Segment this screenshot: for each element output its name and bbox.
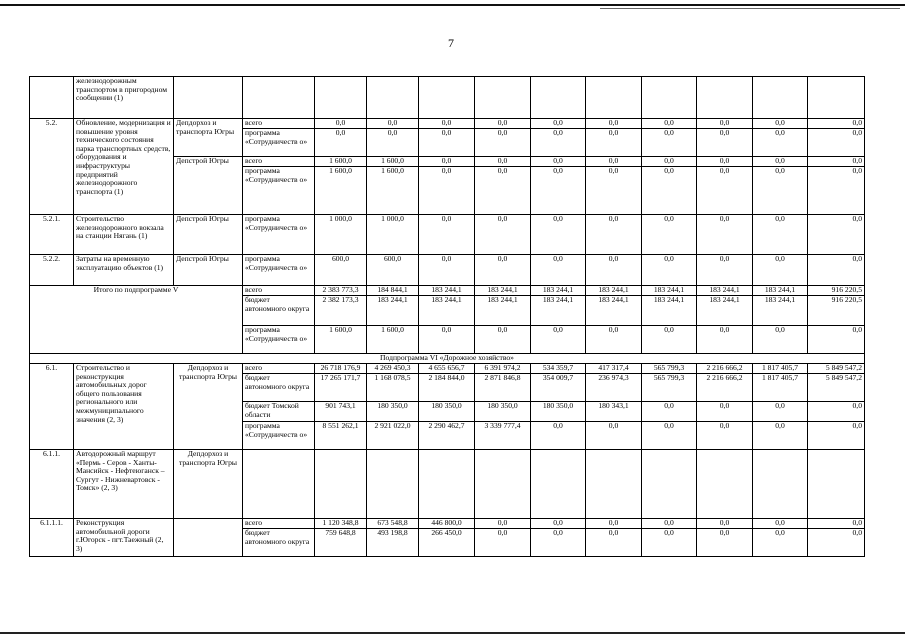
scan-bottom-border [0, 632, 905, 634]
value-cell: 2 871 846,8 [475, 374, 531, 402]
value-cell: 0,0 [475, 119, 531, 129]
table-row [30, 119, 865, 129]
value-cell: 2 382 173,3 [315, 296, 367, 326]
table-row [30, 77, 865, 119]
value-cell: 2 921 022,0 [367, 422, 419, 450]
value-cell: 0,0 [697, 157, 753, 167]
value-cell: 3 339 777,4 [475, 422, 531, 450]
value-cell: 0,0 [475, 255, 531, 286]
value-cell: 0,0 [419, 255, 475, 286]
measure-name: Обновление, модернизация и повышение уровня технического состояния парка транспортных средств, оборудования и инфраструктуры предприятий железнодорожного транспорта (1) [74, 119, 174, 215]
value-cell: 4 269 450,3 [367, 364, 419, 374]
value-cell: 0,0 [642, 422, 697, 450]
value-cell: 901 743,1 [315, 402, 367, 422]
executor: Депдорхоз и транспорта Югры [174, 119, 243, 157]
source: бюджет автономного округа [243, 529, 315, 557]
row-number: 5.2. [30, 119, 74, 215]
value-cell: 0,0 [531, 119, 586, 129]
value-cell: 17 265 171,7 [315, 374, 367, 402]
value-cell: 1 600,0 [315, 157, 367, 167]
empty-cell [475, 450, 531, 519]
executor [174, 519, 243, 557]
value-cell: 0,0 [475, 519, 531, 529]
value-cell: 916 220,5 [808, 286, 865, 296]
value-cell: 0,0 [419, 119, 475, 129]
value-cell: 183 244,1 [367, 296, 419, 326]
source: бюджет автономного округа [243, 296, 315, 326]
value-cell: 0,0 [697, 519, 753, 529]
value-cell: 183 244,1 [475, 296, 531, 326]
value-cell: 759 648,8 [315, 529, 367, 557]
value-cell: 236 974,3 [586, 374, 642, 402]
value-cell: 184 844,1 [367, 286, 419, 296]
program-table [29, 76, 865, 557]
executor: Депдорхоз и транспорта Югры [174, 450, 243, 519]
row-number: 6.1.1.1. [30, 519, 74, 557]
value-cell: 183 244,1 [419, 286, 475, 296]
measure-name: Автодорожный маршрут «Пермь - Серов - Ханты-Мансийск - Нефтеюганск – Сургут - Нижневартовск - Томск» (2, 3) [74, 450, 174, 519]
value-cell: 2 383 773,3 [315, 286, 367, 296]
value-cell: 0,0 [642, 215, 697, 255]
source: бюджет Томской области [243, 402, 315, 422]
value-cell: 0,0 [808, 215, 865, 255]
measure-name: Строительство железнодорожного вокзала на станции Нягань (1) [74, 215, 174, 255]
table-row [30, 450, 865, 519]
value-cell: 0,0 [808, 402, 865, 422]
value-cell: 600,0 [367, 255, 419, 286]
value-cell: 180 350,0 [419, 402, 475, 422]
value-cell: 0,0 [586, 119, 642, 129]
value-cell: 0,0 [475, 215, 531, 255]
row-number [30, 77, 74, 119]
source: всего [243, 364, 315, 374]
value-cell: 0,0 [697, 422, 753, 450]
table-row [30, 255, 865, 286]
row-number: 6.1.1. [30, 450, 74, 519]
value-cell: 0,0 [697, 402, 753, 422]
subprogram-title: Подпрограмма VI «Дорожное хозяйство» [30, 354, 865, 364]
value-cell: 1 000,0 [367, 215, 419, 255]
value-cell: 0,0 [586, 157, 642, 167]
value-cell: 354 009,7 [531, 374, 586, 402]
table-row [30, 519, 865, 529]
source: всего [243, 286, 315, 296]
value-cell: 180 350,0 [475, 402, 531, 422]
row-number: 6.1. [30, 364, 74, 450]
value-cell: 446 800,0 [419, 519, 475, 529]
empty-cell [642, 450, 697, 519]
value-cell: 183 244,1 [642, 286, 697, 296]
value-cell: 183 244,1 [753, 286, 808, 296]
value-cell: 183 244,1 [697, 296, 753, 326]
value-cell: 5 849 547,2 [808, 364, 865, 374]
value-cell: 0,0 [753, 129, 808, 157]
value-cell: 0,0 [753, 255, 808, 286]
scan-top-border-thin [600, 8, 900, 9]
empty-cell [531, 450, 586, 519]
empty-cell [367, 77, 419, 119]
page-number: 7 [448, 36, 454, 50]
value-cell: 0,0 [531, 129, 586, 157]
value-cell: 0,0 [315, 129, 367, 157]
source: программа «Сотрудничеств о» [243, 422, 315, 450]
source: программа «Сотрудничеств о» [243, 167, 315, 215]
value-cell: 4 655 656,7 [419, 364, 475, 374]
value-cell: 180 350,0 [531, 402, 586, 422]
value-cell: 183 244,1 [475, 286, 531, 296]
value-cell: 0,0 [586, 215, 642, 255]
empty-cell [367, 450, 419, 519]
value-cell: 0,0 [753, 167, 808, 215]
value-cell: 493 198,8 [367, 529, 419, 557]
value-cell: 0,0 [475, 157, 531, 167]
value-cell: 183 244,1 [586, 286, 642, 296]
value-cell: 0,0 [642, 402, 697, 422]
value-cell: 1 600,0 [367, 167, 419, 215]
table-row [30, 364, 865, 374]
value-cell: 0,0 [419, 157, 475, 167]
value-cell: 183 244,1 [753, 296, 808, 326]
source: всего [243, 519, 315, 529]
value-cell: 0,0 [697, 129, 753, 157]
executor [174, 77, 243, 119]
measure-name: Затраты на временную эксплуатацию объектов (1) [74, 255, 174, 286]
value-cell: 2 184 844,0 [419, 374, 475, 402]
value-cell: 1 600,0 [315, 167, 367, 215]
value-cell: 0,0 [419, 215, 475, 255]
value-cell: 0,0 [531, 167, 586, 215]
value-cell: 2 290 462,7 [419, 422, 475, 450]
value-cell: 183 244,1 [531, 286, 586, 296]
value-cell: 0,0 [697, 326, 753, 354]
value-cell: 565 799,3 [642, 364, 697, 374]
value-cell: 534 359,7 [531, 364, 586, 374]
value-cell: 0,0 [753, 529, 808, 557]
value-cell: 0,0 [642, 326, 697, 354]
empty-cell [531, 77, 586, 119]
value-cell: 0,0 [808, 119, 865, 129]
source: всего [243, 157, 315, 167]
empty-cell [753, 450, 808, 519]
value-cell: 1 000,0 [315, 215, 367, 255]
value-cell: 0,0 [367, 129, 419, 157]
value-cell: 417 317,4 [586, 364, 642, 374]
value-cell: 673 548,8 [367, 519, 419, 529]
value-cell: 0,0 [642, 167, 697, 215]
row-number: 5.2.1. [30, 215, 74, 255]
value-cell: 0,0 [419, 129, 475, 157]
executor: Депстрой Югры [174, 157, 243, 215]
executor: Депстрой Югры [174, 215, 243, 255]
value-cell: 0,0 [753, 119, 808, 129]
value-cell: 26 718 176,9 [315, 364, 367, 374]
value-cell: 266 450,0 [419, 529, 475, 557]
source [243, 77, 315, 119]
value-cell: 0,0 [531, 326, 586, 354]
value-cell: 1 600,0 [315, 326, 367, 354]
source: программа «Сотрудничеств о» [243, 326, 315, 354]
empty-cell [808, 77, 865, 119]
value-cell: 0,0 [697, 215, 753, 255]
value-cell: 0,0 [642, 255, 697, 286]
value-cell: 1 120 348,8 [315, 519, 367, 529]
value-cell: 0,0 [808, 422, 865, 450]
value-cell: 2 216 666,2 [697, 364, 753, 374]
value-cell: 0,0 [475, 529, 531, 557]
value-cell: 0,0 [531, 519, 586, 529]
empty-cell [642, 77, 697, 119]
value-cell: 183 244,1 [697, 286, 753, 296]
value-cell: 1 817 405,7 [753, 374, 808, 402]
value-cell: 0,0 [808, 255, 865, 286]
value-cell: 0,0 [315, 119, 367, 129]
value-cell: 0,0 [753, 519, 808, 529]
value-cell: 183 244,1 [419, 296, 475, 326]
value-cell: 0,0 [531, 529, 586, 557]
value-cell: 180 343,1 [586, 402, 642, 422]
empty-cell [419, 450, 475, 519]
executor: Депдорхоз и транспорта Югры [174, 364, 243, 450]
value-cell: 0,0 [642, 529, 697, 557]
value-cell: 1 600,0 [367, 326, 419, 354]
source: программа «Сотрудничеств о» [243, 255, 315, 286]
source: всего [243, 119, 315, 129]
value-cell: 0,0 [808, 529, 865, 557]
value-cell: 0,0 [475, 167, 531, 215]
empty-cell [419, 77, 475, 119]
value-cell: 0,0 [808, 519, 865, 529]
value-cell: 0,0 [419, 167, 475, 215]
value-cell: 0,0 [586, 326, 642, 354]
value-cell: 0,0 [475, 326, 531, 354]
empty-cell [315, 450, 367, 519]
value-cell: 180 350,0 [367, 402, 419, 422]
value-cell: 1 600,0 [367, 157, 419, 167]
value-cell: 6 391 974,2 [475, 364, 531, 374]
value-cell: 0,0 [808, 157, 865, 167]
table-row [30, 354, 865, 364]
value-cell: 0,0 [642, 519, 697, 529]
table-row [30, 215, 865, 255]
total-label: Итого по подпрограмме V [30, 286, 243, 354]
value-cell: 5 849 547,2 [808, 374, 865, 402]
measure-name: Реконструкция автомобильной дороги г.Югорск - пгт.Таежный (2, 3) [74, 519, 174, 557]
row-number: 5.2.2. [30, 255, 74, 286]
measure-name: железнодорожным транспортом в пригородном сообщении (1) [74, 77, 174, 119]
empty-cell [315, 77, 367, 119]
value-cell: 0,0 [697, 119, 753, 129]
value-cell: 0,0 [586, 519, 642, 529]
value-cell: 0,0 [531, 157, 586, 167]
value-cell: 0,0 [531, 255, 586, 286]
value-cell: 0,0 [808, 326, 865, 354]
value-cell: 183 244,1 [642, 296, 697, 326]
empty-cell [697, 77, 753, 119]
value-cell: 0,0 [586, 422, 642, 450]
value-cell: 0,0 [586, 129, 642, 157]
value-cell: 0,0 [642, 119, 697, 129]
value-cell: 0,0 [642, 129, 697, 157]
value-cell: 0,0 [586, 529, 642, 557]
value-cell: 183 244,1 [531, 296, 586, 326]
value-cell: 0,0 [642, 157, 697, 167]
value-cell: 0,0 [808, 129, 865, 157]
empty-cell [586, 77, 642, 119]
value-cell: 0,0 [697, 529, 753, 557]
empty-cell [586, 450, 642, 519]
value-cell: 1 168 078,5 [367, 374, 419, 402]
value-cell: 0,0 [586, 167, 642, 215]
value-cell: 183 244,1 [586, 296, 642, 326]
source [243, 450, 315, 519]
value-cell: 0,0 [753, 326, 808, 354]
empty-cell [753, 77, 808, 119]
value-cell: 0,0 [419, 326, 475, 354]
value-cell: 600,0 [315, 255, 367, 286]
value-cell: 565 799,3 [642, 374, 697, 402]
value-cell: 0,0 [697, 255, 753, 286]
table-row [30, 286, 865, 296]
value-cell: 0,0 [753, 157, 808, 167]
value-cell: 2 216 666,2 [697, 374, 753, 402]
value-cell: 0,0 [531, 422, 586, 450]
empty-cell [475, 77, 531, 119]
empty-cell [697, 450, 753, 519]
value-cell: 0,0 [475, 129, 531, 157]
scan-top-border [0, 4, 905, 6]
value-cell: 0,0 [753, 402, 808, 422]
value-cell: 0,0 [753, 422, 808, 450]
value-cell: 0,0 [367, 119, 419, 129]
measure-name: Строительство и реконструкция автомобильных дорог общего пользования регионального или межмуниципального значения (2, 3) [74, 364, 174, 450]
value-cell: 916 220,5 [808, 296, 865, 326]
value-cell: 0,0 [808, 167, 865, 215]
source: программа «Сотрудничеств о» [243, 215, 315, 255]
executor: Депстрой Югры [174, 255, 243, 286]
empty-cell [808, 450, 865, 519]
value-cell: 0,0 [586, 255, 642, 286]
source: бюджет автономного округа [243, 374, 315, 402]
value-cell: 0,0 [697, 167, 753, 215]
source: программа «Сотрудничеств о» [243, 129, 315, 157]
value-cell: 8 551 262,1 [315, 422, 367, 450]
value-cell: 0,0 [753, 215, 808, 255]
value-cell: 1 817 405,7 [753, 364, 808, 374]
value-cell: 0,0 [531, 215, 586, 255]
